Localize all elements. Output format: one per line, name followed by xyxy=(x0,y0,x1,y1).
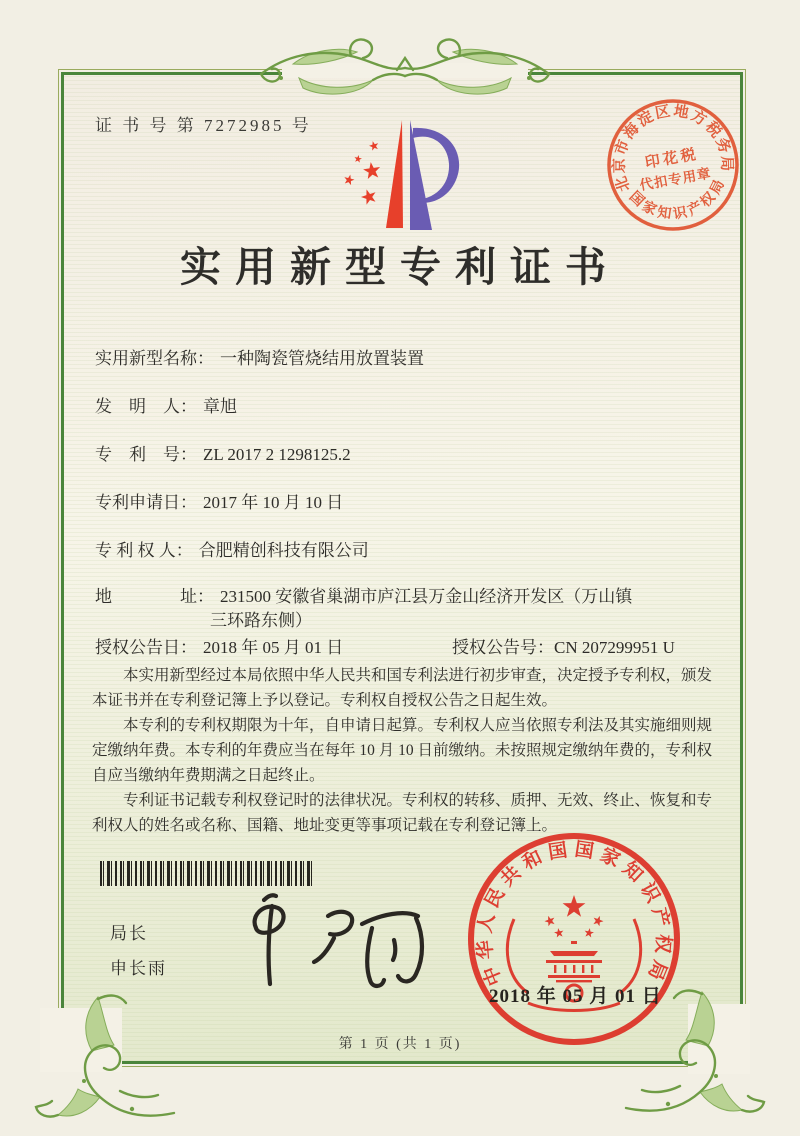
director-signature-handwriting xyxy=(212,888,427,993)
certificate-number: 证 书 号 第 7272985 号 xyxy=(95,116,312,135)
field-label: 授权公告日： xyxy=(95,638,197,657)
stamp-ring-bottom-text: 国家知识产权局 xyxy=(625,175,730,223)
stamp-ring-top-text: 北京市海淀区地方税务局 xyxy=(611,103,735,194)
page-title: 实用新型专利证书 xyxy=(180,244,620,290)
director-name: 申长雨 xyxy=(110,959,167,978)
stamp-center-line1: 印花税 xyxy=(643,146,700,172)
field-value: CN 207299951 U xyxy=(554,638,675,657)
seal-date: 2018 年 05 月 01 日 xyxy=(489,986,662,1007)
page-number: 第 1 页 (共 1 页) xyxy=(338,1037,462,1052)
legal-paragraph-3: 专利证书记载专利权登记时的法律状况。专利权的转移、质押、无效、终止、恢复和专利权人的姓名或名称、国籍、地址变更等事项记载在专利登记簿上。 xyxy=(92,792,713,834)
field-value: 231500 安徽省巢湖市庐江县万金山经济开发区（万山镇 xyxy=(220,587,633,606)
field-label: 地 址： xyxy=(95,587,214,606)
field-label: 授权公告号： xyxy=(452,638,554,657)
legal-paragraph-2: 本专利的专利权期限为十年，自申请日起算。专利权人应当依照专利法及其实施细则规定缴纳年费。本专利的年费应当在每年 10 月 10 日前缴纳。未按照规定缴纳年费的，专利权自应当缴纳年费期满之日起终止。 xyxy=(92,717,713,784)
field-grant-number xyxy=(452,633,675,658)
field-value: 一种陶瓷管烧结用放置装置 xyxy=(220,349,424,368)
field-address-line2: 三环路东侧） xyxy=(210,611,312,630)
legal-text-block xyxy=(92,663,712,838)
field-value: 2018 年 05 月 01 日 xyxy=(203,638,344,657)
field-label: 实用新型名称： xyxy=(95,349,214,368)
cnipa-official-seal xyxy=(462,827,687,1052)
field-label: 发 明 人： xyxy=(95,397,197,416)
border-flourish-top-icon xyxy=(255,34,555,109)
tax-withholding-stamp xyxy=(578,70,768,260)
field-grant-date xyxy=(95,633,343,658)
barcode xyxy=(100,861,312,886)
field-filing-date xyxy=(95,488,343,513)
field-patentee xyxy=(95,536,369,561)
seal-ring-text: 中华人民共和国国家知识产权局 xyxy=(474,839,674,989)
field-patent-number xyxy=(95,440,351,465)
field-address xyxy=(95,582,632,607)
border-flourish-bottom-left-icon xyxy=(28,993,178,1133)
field-inventor xyxy=(95,392,237,417)
field-value: 2017 年 10 月 10 日 xyxy=(203,493,344,512)
field-label: 专 利 号： xyxy=(95,445,197,464)
field-value: 章旭 xyxy=(203,397,237,416)
field-label: 专 利 权 人： xyxy=(95,541,193,560)
stamp-center-line2: 代扣专用章 xyxy=(638,165,713,193)
field-label: 专利申请日： xyxy=(95,493,197,512)
field-utility-model-name xyxy=(95,344,424,369)
field-value: 合肥精创科技有限公司 xyxy=(198,541,369,560)
field-value: ZL 2017 2 1298125.2 xyxy=(203,445,351,464)
legal-paragraph-1: 本实用新型经过本局依照中华人民共和国专利法进行初步审查，决定授予专利权，颁发本证书并在专利登记簿上予以登记。专利权自授权公告之日起生效。 xyxy=(92,667,713,709)
director-title: 局长 xyxy=(110,924,148,943)
cnipa-logo xyxy=(316,116,466,236)
